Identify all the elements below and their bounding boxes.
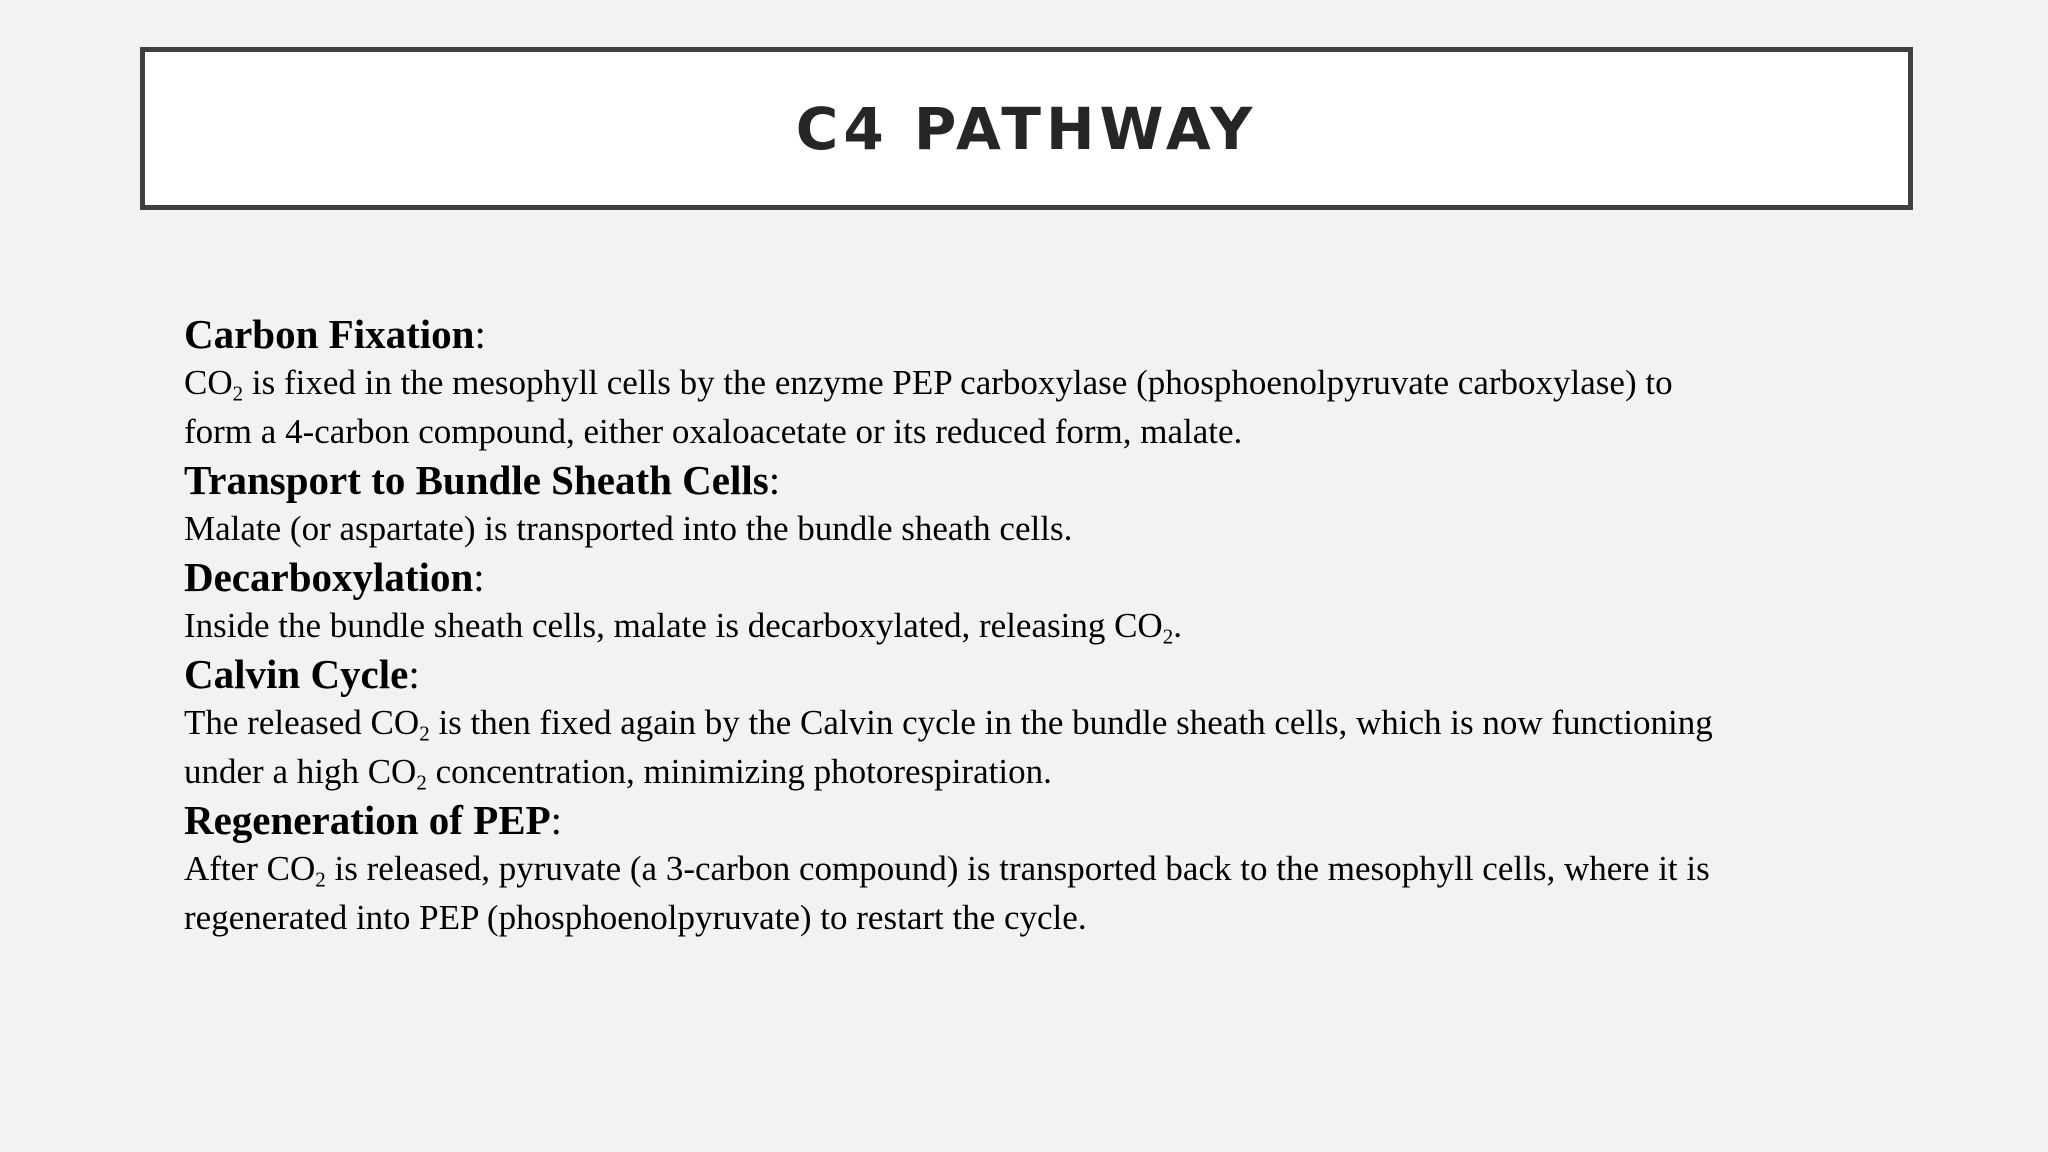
content-body [184, 310, 1884, 942]
body-text: . [1173, 606, 1182, 645]
section-heading-decarboxylation [184, 553, 1884, 601]
body-text: Inside the bundle sheath cells, malate is decarboxylated, releasing CO [184, 606, 1163, 645]
section-body-calvin-cycle [184, 698, 1884, 796]
title-box [140, 47, 1913, 210]
slide-title: C4 PATHWAY [795, 94, 1258, 163]
section-heading-regeneration [184, 796, 1884, 844]
body-text: Malate (or aspartate) is transported into the bundle sheath cells. [184, 509, 1073, 548]
heading-text: Calvin Cycle [184, 651, 409, 697]
heading-colon: : [768, 457, 781, 503]
section-body-transport [184, 504, 1884, 553]
subscript: 2 [315, 867, 326, 892]
section-heading-carbon-fixation [184, 310, 1884, 358]
body-text: under a high CO [184, 752, 417, 791]
subscript: 2 [1162, 624, 1174, 649]
heading-colon: : [473, 554, 485, 600]
subscript: 2 [416, 770, 427, 795]
heading-colon: : [408, 651, 420, 697]
section-body-carbon-fixation [184, 358, 1884, 456]
body-text: The released CO [184, 703, 420, 742]
heading-colon: : [550, 797, 563, 843]
body-text: CO [184, 363, 233, 402]
section-heading-calvin-cycle [184, 650, 1884, 698]
section-body-regeneration [184, 844, 1884, 942]
body-text: regenerated into PEP (phosphoenolpyruvate) to restart the cycle. [184, 898, 1087, 937]
body-text: is released, pyruvate (a 3-carbon compound) is transported back to the mesophyll cells, where it is [325, 849, 1710, 888]
heading-text: Transport to Bundle Sheath Cells [184, 457, 769, 503]
body-text: is then fixed again by the Calvin cycle in the bundle sheath cells, which is now functioning [429, 703, 1713, 742]
body-text: After CO [184, 849, 316, 888]
subscript: 2 [232, 381, 244, 406]
body-text: is fixed in the mesophyll cells by the enzyme PEP carboxylase (phosphoenolpyruvate carboxylase) to [243, 363, 1673, 402]
subscript: 2 [419, 721, 430, 746]
heading-colon: : [474, 311, 486, 357]
heading-text: Regeneration of PEP [184, 797, 551, 843]
heading-text: Carbon Fixation [184, 311, 475, 357]
section-heading-transport [184, 456, 1884, 504]
body-text: concentration, minimizing photorespiration. [426, 752, 1052, 791]
body-text: form a 4-carbon compound, either oxaloacetate or its reduced form, malate. [184, 412, 1243, 451]
section-body-decarboxylation [184, 601, 1884, 650]
heading-text: Decarboxylation [184, 554, 474, 600]
